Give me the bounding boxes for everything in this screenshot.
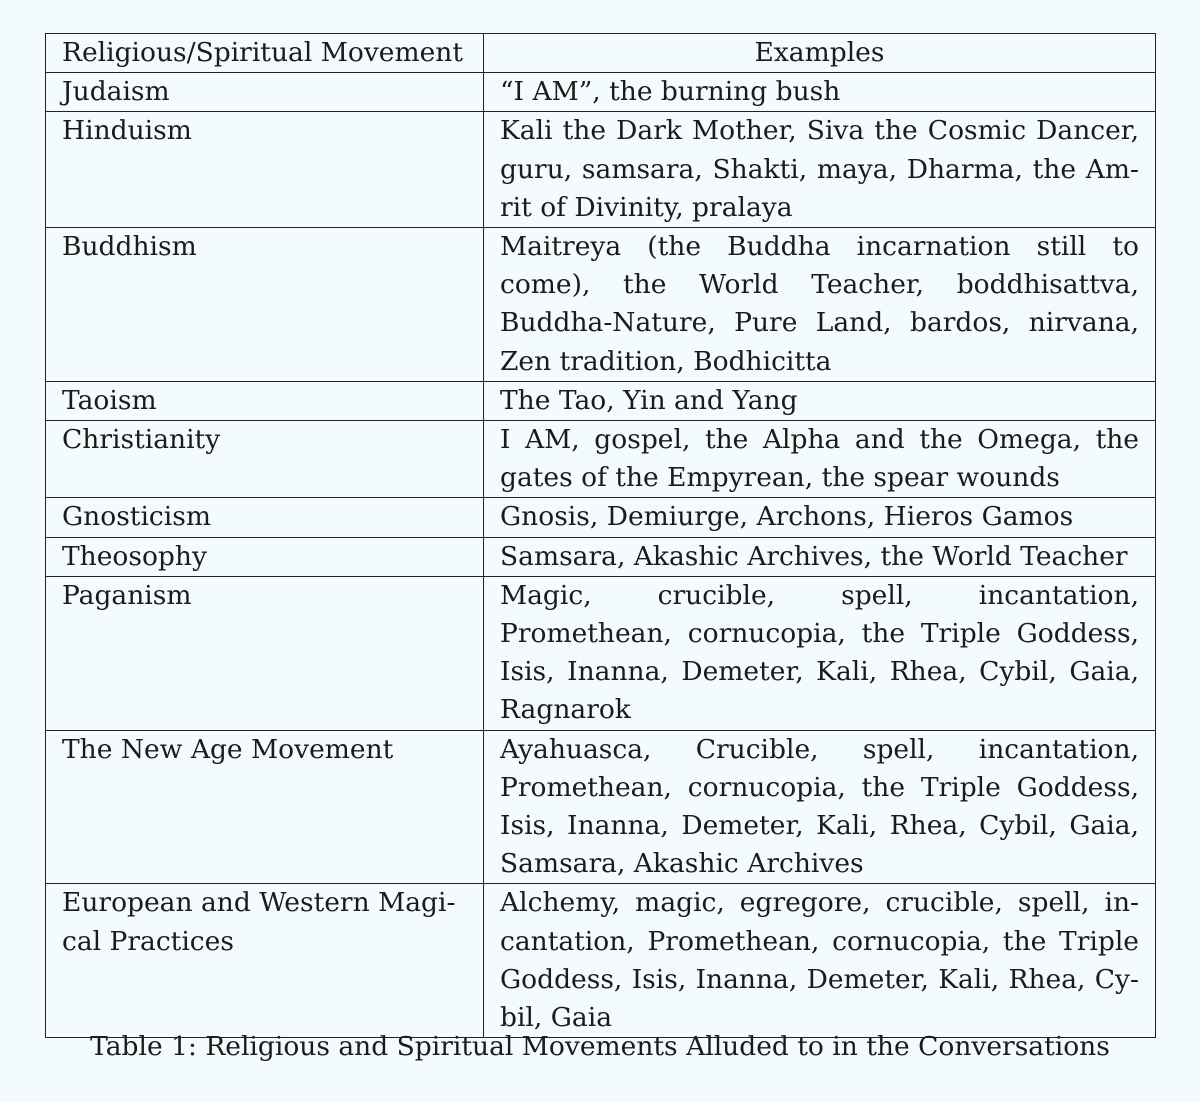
movement-cell: Taoism xyxy=(46,381,484,420)
table-row xyxy=(46,537,1156,576)
examples-cell: Samsara, Akashic Archives, the World Teacher xyxy=(484,537,1156,576)
table-row xyxy=(46,73,1156,112)
table-row xyxy=(46,576,1156,730)
table-row xyxy=(46,112,1156,228)
movement-cell: Christianity xyxy=(46,421,484,498)
examples-cell: Maitreya (the Buddha incarnation still to come), the World Teacher, boddhisattva, Buddha-Nature, Pure Land, bardos, nirvana, Zen tradition, Bodhicitta xyxy=(484,228,1156,382)
examples-cell: Magic, crucible, spell, incantation, Promethean, cornucopia, the Triple Goddess, Isis, Inanna, Demeter, Kali, Rhea, Cybil, Gaia, Ragnarok xyxy=(484,576,1156,730)
movement-cell: Gnosticism xyxy=(46,498,484,537)
table-row xyxy=(46,381,1156,420)
movement-cell: Judaism xyxy=(46,73,484,112)
examples-cell: Alchemy, magic, egregore, crucible, spell, incantation, Promethean, cornucopia, the Triple Goddess, Isis, Inanna, Demeter, Kali, Rhea, Cybil, Gaia xyxy=(484,884,1156,1038)
movement-cell: The New Age Movement xyxy=(46,730,484,884)
table-header-row xyxy=(46,34,1156,73)
header-examples: Examples xyxy=(484,34,1156,73)
movement-cell: Paganism xyxy=(46,576,484,730)
table-row xyxy=(46,730,1156,884)
table-row xyxy=(46,884,1156,1038)
movement-cell: European and Western Magical Practices xyxy=(46,884,484,1038)
table-row xyxy=(46,228,1156,382)
movements-table xyxy=(45,33,1156,1038)
examples-cell: The Tao, Yin and Yang xyxy=(484,381,1156,420)
movement-cell: Theosophy xyxy=(46,537,484,576)
table-row xyxy=(46,498,1156,537)
examples-cell: I AM, gospel, the Alpha and the Omega, the gates of the Empyrean, the spear wounds xyxy=(484,421,1156,498)
movements-table-container xyxy=(45,33,1155,1038)
examples-cell: “I AM”, the burning bush xyxy=(484,73,1156,112)
movement-cell: Buddhism xyxy=(46,228,484,382)
examples-cell: Ayahuasca, Crucible, spell, incantation, Promethean, cornucopia, the Triple Goddess, Isis, Inanna, Demeter, Kali, Rhea, Cybil, Gaia, Samsara, Akashic Archives xyxy=(484,730,1156,884)
header-movement: Religious/Spiritual Movement xyxy=(46,34,484,73)
table-row xyxy=(46,421,1156,498)
table-caption: Table 1: Religious and Spiritual Movements Alluded to in the Conversations xyxy=(90,1031,1110,1062)
examples-cell: Gnosis, Demiurge, Archons, Hieros Gamos xyxy=(484,498,1156,537)
examples-cell: Kali the Dark Mother, Siva the Cosmic Dancer, guru, samsara, Shakti, maya, Dharma, the Amrit of Divinity, pralaya xyxy=(484,112,1156,228)
movement-cell: Hinduism xyxy=(46,112,484,228)
